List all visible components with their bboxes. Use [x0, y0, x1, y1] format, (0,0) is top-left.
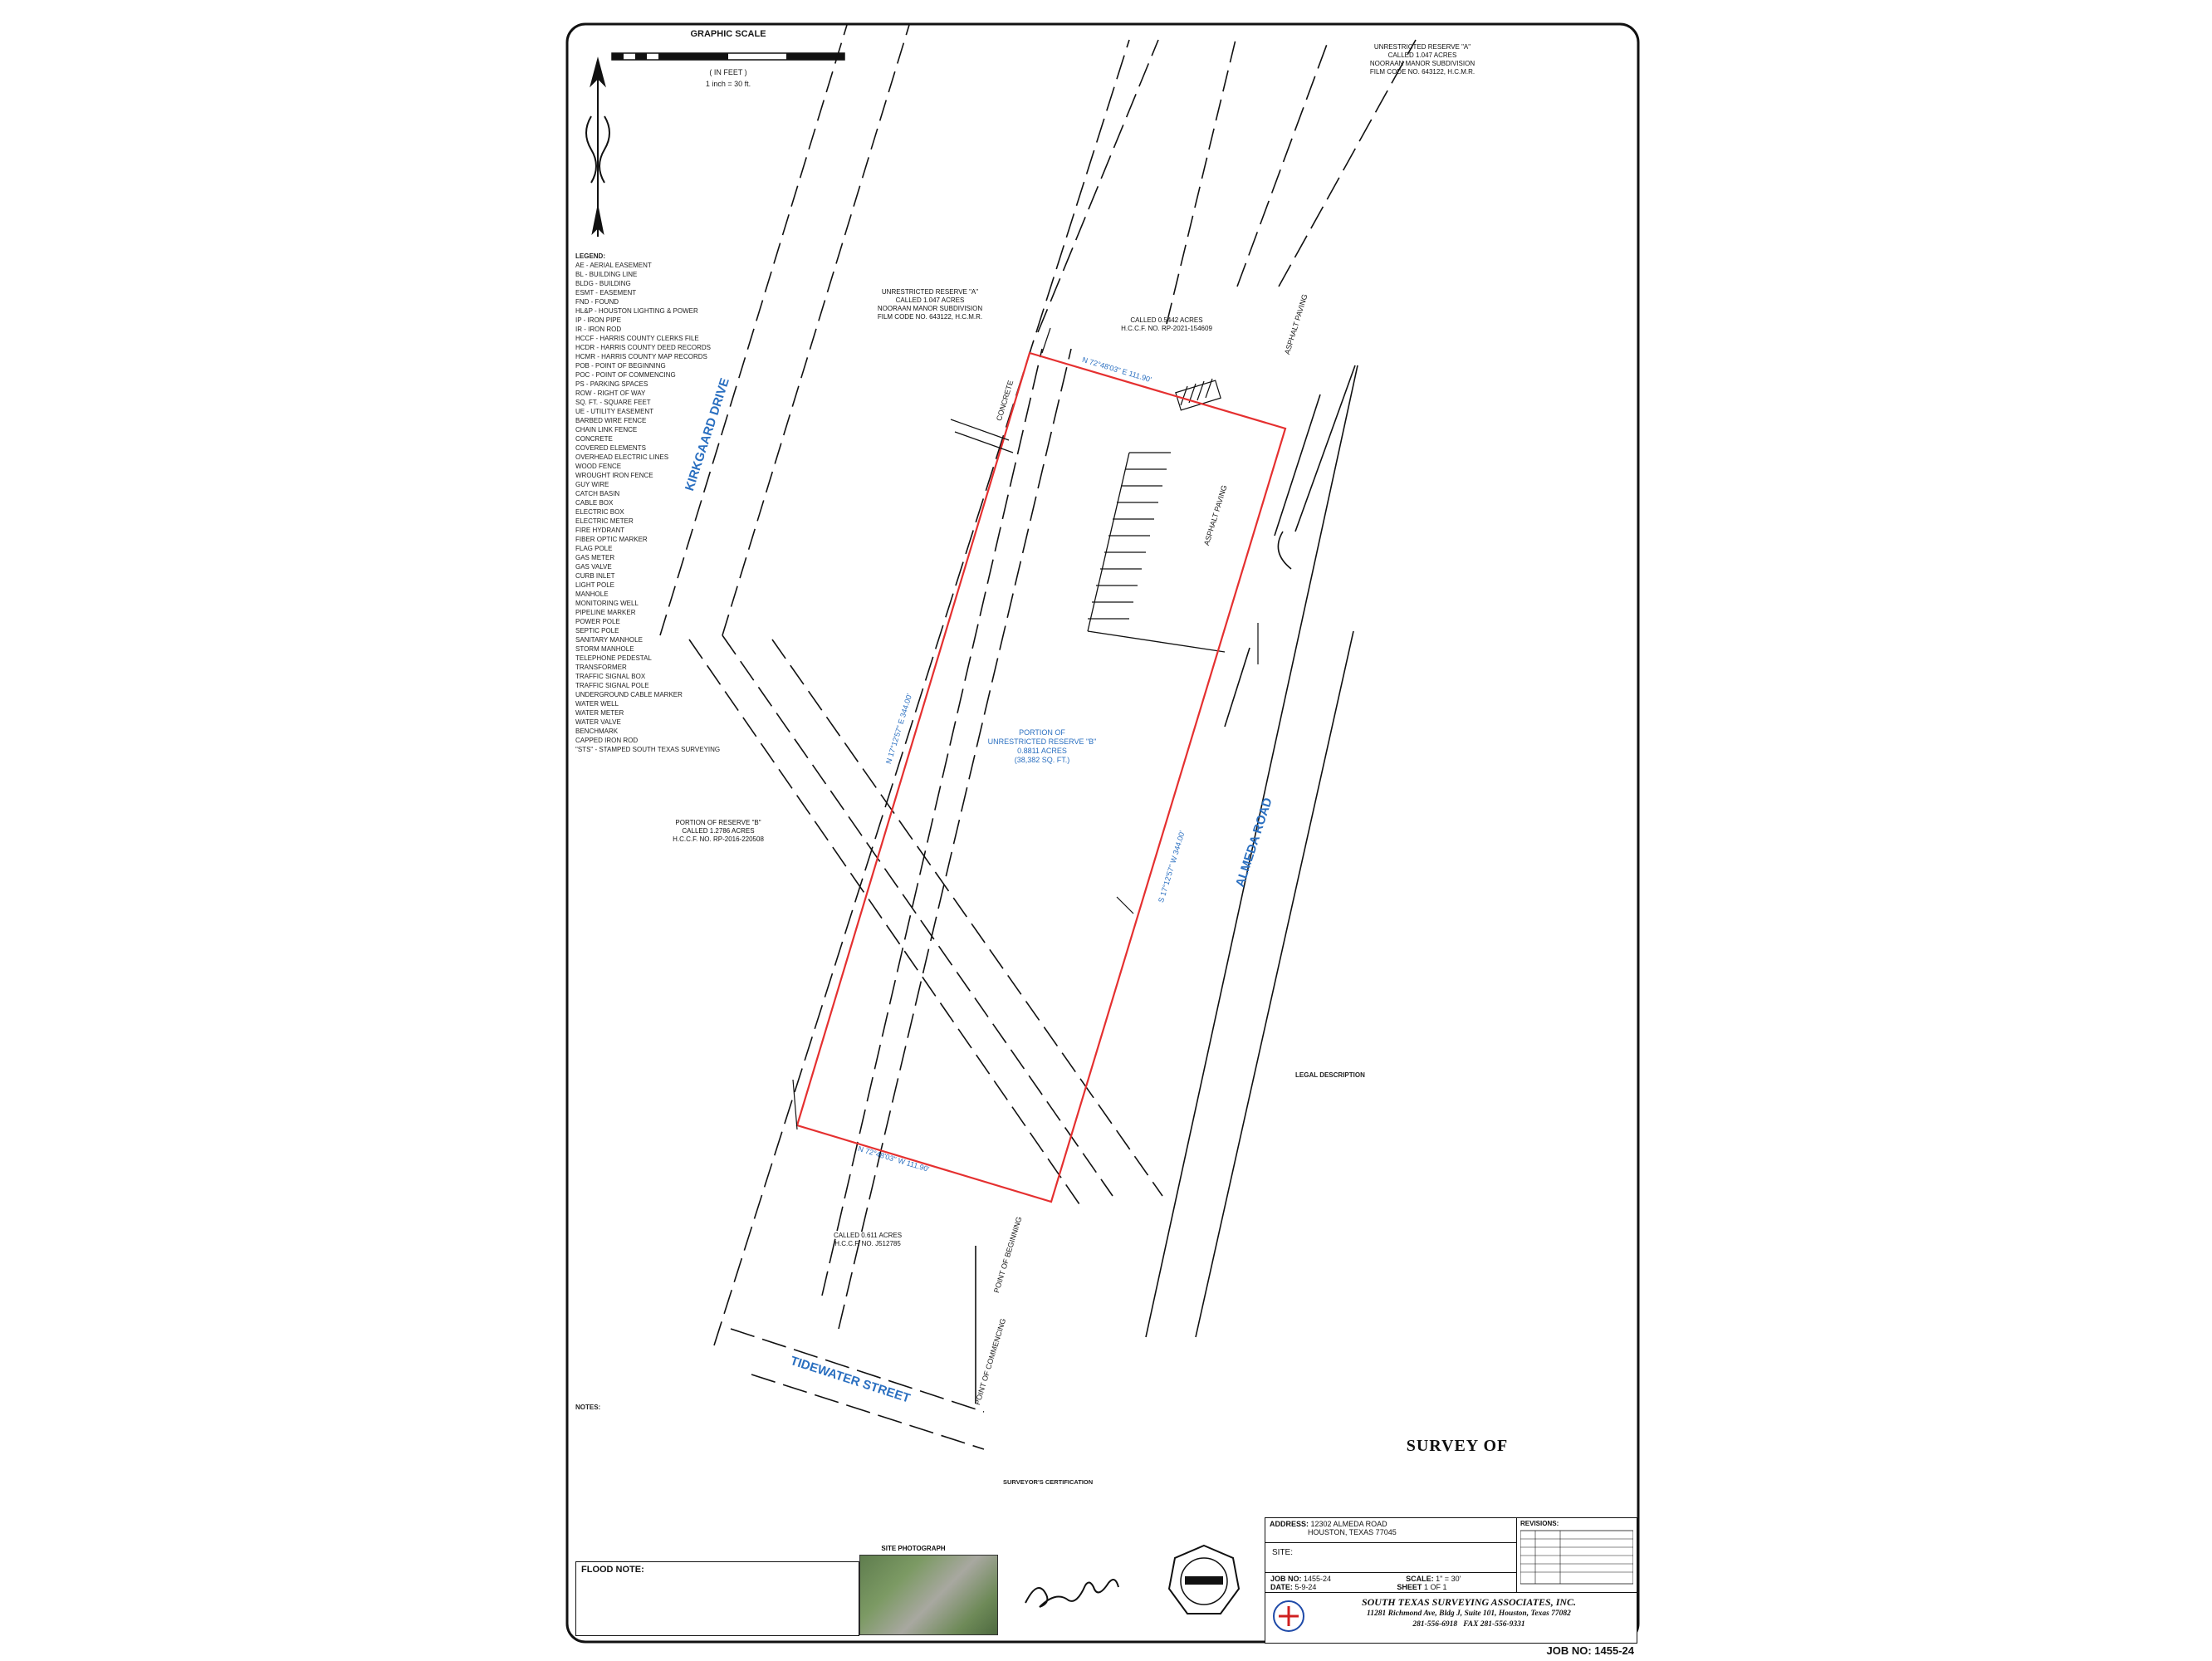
legend-item: HL&P - HOUSTON LIGHTING & POWER	[575, 307, 698, 315]
concrete-label: CONCRETE	[995, 379, 1015, 422]
legend-item: FND - FOUND	[575, 298, 619, 306]
legend-item: TRAFFIC SIGNAL BOX	[575, 673, 646, 680]
company-cell: SOUTH TEXAS SURVEYING ASSOCIATES, INC. 11281 Richmond Ave, Bldg J, Suite 101, Houston, Texas 77082 281-556-6918 FAX 281-556-9331	[1265, 1593, 1637, 1643]
site-photo	[859, 1555, 998, 1635]
legend-item: FLAG POLE	[575, 545, 613, 552]
point-of-beginning-label: POINT OF BEGINNING	[992, 1215, 1024, 1294]
legend-item: OVERHEAD ELECTRIC LINES	[575, 453, 669, 461]
legend-item: LIGHT POLE	[575, 581, 614, 589]
legend-item: BL - BUILDING LINE	[575, 271, 638, 278]
company-logo-icon	[1272, 1600, 1305, 1633]
point-of-commencing-label: POINT OF COMMENCING	[973, 1317, 1008, 1406]
legend-item: BENCHMARK	[575, 728, 619, 735]
bearing-top: N 72°48'03" E 111.90'	[1081, 355, 1152, 385]
graphic-scale-ratio: 1 inch = 30 ft.	[705, 80, 751, 88]
revisions-table	[1520, 1527, 1633, 1585]
legend-item: ELECTRIC METER	[575, 517, 634, 525]
legend-item: HCDR - HARRIS COUNTY DEED RECORDS	[575, 344, 711, 351]
legend-item: TRAFFIC SIGNAL POLE	[575, 682, 649, 689]
legend-item: ROW - RIGHT OF WAY	[575, 390, 646, 397]
legend-item: SQ. FT. - SQUARE FEET	[575, 399, 651, 406]
legend-item: PS - PARKING SPACES	[575, 380, 648, 388]
graphic-scale-unit: ( IN FEET )	[709, 68, 747, 76]
legend-item: IP - IRON PIPE	[575, 316, 621, 324]
survey-heading: SURVEY OF	[1406, 1437, 1509, 1455]
legend-item: PIPELINE MARKER	[575, 609, 636, 616]
legend-item: GAS METER	[575, 554, 615, 561]
legend-item: UNDERGROUND CABLE MARKER	[575, 691, 683, 698]
legend-item: STORM MANHOLE	[575, 645, 634, 653]
legend-item: AE - AERIAL EASEMENT	[575, 262, 652, 269]
legend-item: CABLE BOX	[575, 499, 614, 507]
legend-item: FIBER OPTIC MARKER	[575, 536, 648, 543]
legend-item: TELEPHONE PEDESTAL	[575, 654, 652, 662]
title-block	[1265, 1517, 1637, 1644]
flood-note-title: FLOOD NOTE:	[581, 1565, 644, 1575]
legend-item: WATER VALVE	[575, 718, 621, 726]
called-0611-label: CALLED 0.611 ACRES H.C.C.F. NO. J512785	[833, 1232, 903, 1247]
reserve-a-mid-label: UNRESTRICTED RESERVE "A" CALLED 1.047 ACRES NOORAAN MANOR SUBDIVISION FILM CODE NO. 643122, H.C.M.R.	[877, 288, 983, 321]
legend-item: WROUGHT IRON FENCE	[575, 472, 653, 479]
legend-item: HCMR - HARRIS COUNTY MAP RECORDS	[575, 353, 707, 360]
legend-item: POC - POINT OF COMMENCING	[575, 371, 676, 379]
legend-item: IR - IRON ROD	[575, 326, 622, 333]
flood-note-box	[575, 1561, 859, 1636]
site-photo-title: SITE PHOTOGRAPH	[881, 1545, 946, 1552]
legend-item: WATER WELL	[575, 700, 619, 708]
bearing-bottom: N 72°48'03" W 111.90'	[857, 1144, 931, 1173]
survey-title	[1279, 1437, 1636, 1456]
reserve-a-top-label: UNRESTRICTED RESERVE "A" CALLED 1.047 ACRES NOORAAN MANOR SUBDIVISION FILM CODE NO. 643122, H.C.M.R.	[1369, 43, 1475, 76]
tidewater-street-label: TIDEWATER STREET	[788, 1354, 913, 1406]
legend-item: CURB INLET	[575, 572, 615, 580]
footer-job-number: JOB NO: 1455-24	[1546, 1644, 1634, 1657]
legend-item: POWER POLE	[575, 618, 620, 625]
asphalt-paving-label: ASPHALT PAVING	[1202, 483, 1229, 546]
legend-item: WATER METER	[575, 709, 624, 717]
legend-items	[575, 261, 733, 754]
almeda-road-label: ALMEDA ROAD	[1233, 796, 1275, 889]
address-cell: ADDRESS: 12302 ALMEDA ROAD HOUSTON, TEXAS 77045	[1265, 1518, 1517, 1543]
legend-item: MANHOLE	[575, 590, 609, 598]
legend-item: CAPPED IRON ROD	[575, 737, 639, 744]
legend-item: HCCF - HARRIS COUNTY CLERKS FILE	[575, 335, 699, 342]
site-cell: SITE:	[1265, 1543, 1517, 1573]
legend-item: CONCRETE	[575, 435, 613, 443]
legend-item: BLDG - BUILDING	[575, 280, 631, 287]
job-info-cell: JOB NO: 1455-24 SCALE: 1" = 30' DATE: 5-9-24 SHEET 1 OF 1	[1265, 1573, 1517, 1593]
portion-reserve-b-label: PORTION OF UNRESTRICTED RESERVE "B" 0.8811 ACRES (38,382 SQ. FT.)	[987, 728, 1097, 764]
legend: LEGEND: AE - AERIAL EASEMENT BL - BUILDING LINE BLDG - BUILDING ESMT - EASEMENT FND - FOUND HL&P - HOUSTON LIGHTING & POWER IP - IRON PIPE IR - IRON ROD HCCF - HARRIS COUNTY CLERKS FILE HCDR - HARRIS COUNTY DEED RECORDS HCMR - HARRIS COUNTY MAP RECORDS POB - POINT OF BEGINNING POC - POINT OF COMMENCING PS - PARKING SPACES ROW - RIGHT OF WAY SQ. FT. - SQUARE FEET UE - UTILITY EASEMENT BARBED WIRE FENCE CHAIN LINK FENCE CONCRETE COVERED ELEMENTS OVERHEAD ELECTRIC LINES WOOD FENCE WROUGHT IRON FENCE GUY WIRE CATCH BASIN CABLE BOX ELECTRIC BOX ELECTRIC METER FIRE HYDRANT FIBER OPTIC MARKER FLAG POLE GAS METER GAS VALVE CURB INLET LIGHT POLE MANHOLE MONITORING WELL PIPELINE MARKER POWER POLE SEPTIC POLE SANITARY MANHOLE STORM MANHOLE TELEPHONE PEDESTAL TRANSFORMER TRAFFIC SIGNAL BOX TRAFFIC SIGNAL POLE UNDERGROUND CABLE MARKER WATER WELL WATER METER WATER VALVE BENCHMARK CAPPED IRON ROD "STS" - STAMPED SOUTH TEXAS SURVEYING	[575, 252, 733, 754]
portion-reserve-b-left-label: PORTION OF RESERVE "B" CALLED 1.2786 ACRES H.C.C.F. NO. RP-2016-220508	[673, 819, 764, 843]
legend-item: ELECTRIC BOX	[575, 508, 624, 516]
legend-item: SANITARY MANHOLE	[575, 636, 643, 644]
legal-description: LEGAL DESCRIPTION	[1295, 1071, 1365, 1079]
legend-item: SEPTIC POLE	[575, 627, 619, 635]
legend-item: WOOD FENCE	[575, 463, 622, 470]
legend-item: ESMT - EASEMENT	[575, 289, 637, 296]
legend-item: BARBED WIRE FENCE	[575, 417, 647, 424]
legend-item: "STS" - STAMPED SOUTH TEXAS SURVEYING	[575, 746, 721, 753]
legend-item: GAS VALVE	[575, 563, 612, 571]
bearing-left: N 17°12'57" E 344.00'	[884, 693, 914, 765]
legend-item: GUY WIRE	[575, 481, 609, 488]
legend-item: TRANSFORMER	[575, 664, 627, 671]
legend-item: CATCH BASIN	[575, 490, 620, 497]
graphic-scale-bar	[612, 53, 844, 60]
called-05442-label: CALLED 0.5442 ACRES H.C.C.F. NO. RP-2021-154609	[1121, 316, 1212, 332]
surveyor-seal-icon	[1167, 1543, 1241, 1618]
bearing-right: S 17°12'57" W 344.00'	[1157, 830, 1187, 904]
notes: NOTES:	[575, 1404, 601, 1411]
surveyor-signature	[1021, 1574, 1138, 1615]
legend-item: COVERED ELEMENTS	[575, 444, 646, 452]
kirkgaard-drive-label: KIRKGAARD DRIVE	[683, 376, 732, 493]
legend-item: MONITORING WELL	[575, 600, 639, 607]
legend-item: FIRE HYDRANT	[575, 527, 625, 534]
asphalt-paving-label-2: ASPHALT PAVING	[1283, 292, 1309, 355]
legend-item: UE - UTILITY EASEMENT	[575, 408, 654, 415]
graphic-scale-title: GRAPHIC SCALE	[690, 29, 766, 39]
revisions-cell: REVISIONS:	[1517, 1518, 1637, 1593]
legend-item: POB - POINT OF BEGINNING	[575, 362, 666, 370]
legend-item: CHAIN LINK FENCE	[575, 426, 638, 434]
surveyor-certification: SURVEYOR'S CERTIFICATION	[1003, 1478, 1094, 1486]
